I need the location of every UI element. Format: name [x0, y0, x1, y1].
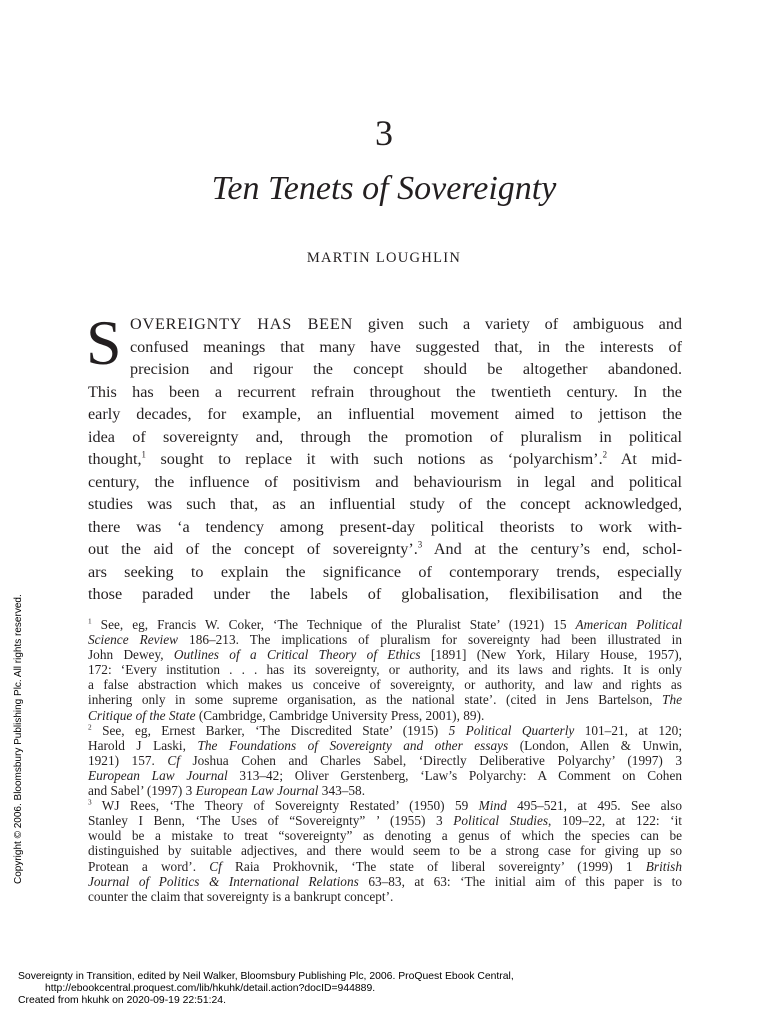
- footnote-line: [88, 647, 682, 662]
- footnote-line: 172: ‘Every institution . . . has its sovereignty, or authority, and its laws and rights. It is only: [88, 662, 682, 678]
- text-run: Stanley I Benn, ‘The Uses of “Sovereignty” ’ (1955) 3: [88, 813, 443, 829]
- footnote-marker: 3: [88, 797, 92, 807]
- small-caps-opening: OVEREIGNTY HAS BEEN: [130, 315, 354, 333]
- body-line: century, the influence of positivism and behaviourism in legal and political: [88, 472, 682, 491]
- italic-run: 5 Political Quarterly: [448, 722, 575, 738]
- citation-line: Sovereignty in Transition, edited by Neil Walker, Bloomsbury Publishing Plc, 2006. ProQuest Ebook Central,: [18, 971, 514, 982]
- italic-run: European Law Journal: [88, 767, 228, 783]
- body-line: early decades, for example, an influential movement aimed to jettison the: [88, 405, 682, 423]
- chapter-number: 3: [375, 113, 393, 153]
- footnote-line: [88, 632, 682, 647]
- text-run: At mid-: [620, 450, 683, 468]
- italic-run: Mind: [478, 798, 507, 814]
- footnote-line: [88, 753, 682, 768]
- chapter-author: MARTIN LOUGHLIN: [306, 250, 462, 266]
- body-text: [86, 307, 683, 606]
- footnote-line: distinguished by suitable adjectives, and there would seem to be a strong case for giving up so: [88, 843, 682, 859]
- footnote-line: [88, 617, 682, 632]
- footnote-line: [88, 768, 682, 783]
- italic-run: European Law Journal: [195, 783, 319, 799]
- text-run: 186–213. The implications of pluralism for sovereignty had been illustrated in: [189, 632, 682, 648]
- text-run: Raia Prokhovnik, ‘The state of liberal sovereignty’ (1999) 1: [235, 858, 633, 874]
- italic-run: British: [645, 858, 682, 874]
- footnote-line: [88, 874, 682, 889]
- text-run: [1891] (New York, Hilary House, 1957),: [430, 647, 683, 663]
- footnote-line: a false abstraction which makes us conceive of sovereignty, or authority, and law and rights as: [88, 677, 682, 693]
- body-line: studies was such that, as an influential study of the concept acknowledged,: [88, 495, 682, 513]
- text-run: , 109–22, at 122: ‘it: [548, 813, 682, 829]
- citation-created: Created from hkuhk on 2020-09-19 22:51:24.: [18, 995, 226, 1006]
- footnote-line: [88, 708, 682, 723]
- text-run: 63–83, at 63: ‘The initial aim of this paper is to: [368, 873, 682, 889]
- citation-footer: [18, 971, 514, 1007]
- footnote-ref[interactable]: 1: [141, 449, 146, 460]
- text-run: Protean a word’.: [88, 858, 197, 874]
- body-line: there was ‘a tendency among present-day political theorists to work with-: [88, 517, 682, 536]
- drop-cap: S: [86, 307, 122, 378]
- text-run: 1921) 157.: [88, 752, 155, 768]
- text-run: out the aid of the concept of sovereignty’.: [88, 540, 418, 558]
- footnote-marker: 2: [88, 722, 92, 732]
- footnote-ref[interactable]: 2: [602, 449, 608, 460]
- footnote-line: [88, 798, 682, 813]
- text-run: Harold J Laski,: [88, 737, 186, 753]
- text-run: See, eg, Ernest Barker, ‘The Discredited State’ (1915): [102, 722, 439, 738]
- body-line: confused meanings that many have suggested that, in the interests of: [130, 337, 682, 356]
- body-line: [88, 448, 682, 471]
- italic-run: Science Review: [88, 632, 179, 648]
- body-line: those paraded under the labels of globalisation, flexibilisation and the: [88, 585, 682, 603]
- italic-run: The Foundations of Sovereignty and other essays: [197, 737, 509, 753]
- footnote-line: would be a mistake to treat “sovereignty” as denoting a genus of which the species can be: [88, 828, 682, 844]
- chapter-title: Ten Tenets of Sovereignty: [211, 170, 557, 207]
- italic-run: Critique of the State: [88, 707, 196, 723]
- text-run: inhering only in some supreme organisation, as the national state’. (cited in Jens Bartelson,: [88, 692, 653, 708]
- body-line: [88, 313, 682, 336]
- footnote-line: [88, 738, 682, 753]
- text-run: Joshua Cohen and Charles Sabel, ‘Directly Deliberative Polyarchy’ (1997) 3: [192, 752, 682, 768]
- italic-run: Journal of Politics & International Relations: [88, 873, 359, 889]
- text-run: John Dewey,: [88, 647, 164, 663]
- body-line: ars seeking to explain the significance of contemporary trends, especially: [88, 562, 682, 581]
- citation-url[interactable]: http://ebookcentral.proquest.com/lib/hkuhk/detail.action?docID=944889.: [45, 983, 376, 994]
- footnotes: [88, 617, 682, 904]
- italic-run: American Political: [575, 617, 683, 632]
- text-run: 343–58.: [321, 783, 366, 799]
- text-run: 495–521, at 495. See also: [517, 798, 682, 814]
- footnote-marker: 1: [88, 616, 92, 626]
- body-line: [88, 538, 682, 561]
- footnote-line: [88, 813, 682, 828]
- text-run: thought,: [88, 450, 142, 468]
- italic-run: Political Studies: [453, 813, 549, 829]
- footnote-line: [88, 692, 682, 707]
- body-line: This has been a recurrent refrain throughout the twentieth century. In the: [88, 382, 682, 401]
- footnote-line: [88, 783, 682, 798]
- text-run: sought to replace it with such notions as ‘polyarchism’.: [160, 450, 603, 468]
- body-line: idea of sovereignty and, through the promotion of pluralism in political: [88, 427, 682, 446]
- footnote-line: [88, 723, 682, 738]
- footnote-line: counter the claim that sovereignty is a bankrupt concept’.: [88, 888, 394, 904]
- footnote-line: [88, 859, 682, 874]
- italic-run: Cf: [167, 752, 180, 768]
- italic-run: Cf: [209, 858, 222, 874]
- text-run: (London, Allen & Unwin,: [519, 737, 682, 753]
- footnote-ref[interactable]: 3: [417, 539, 423, 550]
- text-run: See, eg, Francis W. Coker, ‘The Technique of the Pluralist State’ (1921) 15: [100, 617, 567, 632]
- italic-run: Outlines of a Critical Theory of Ethics: [173, 647, 421, 663]
- text-run: (Cambridge, Cambridge University Press, 2001), 89).: [198, 707, 485, 723]
- body-line: precision and rigour the concept should be altogether abandoned.: [130, 360, 682, 378]
- copyright-notice: Copyright © 2006. Bloomsbury Publishing Plc. All rights reserved.: [13, 594, 24, 884]
- text-run: 101–21, at 120;: [584, 722, 683, 738]
- text-run: WJ Rees, ‘The Theory of Sovereignty Restated’ (1950) 59: [101, 798, 469, 814]
- text-run: 313–42; Oliver Gerstenberg, ‘Law’s Polyarchy: A Comment on Cohen: [239, 767, 682, 783]
- italic-run: The: [662, 692, 682, 708]
- text-run: and Sabel’ (1997) 3: [88, 783, 193, 799]
- text-run: And at the century’s end, schol-: [433, 540, 682, 558]
- text-run: given such a variety of ambiguous and: [367, 315, 683, 333]
